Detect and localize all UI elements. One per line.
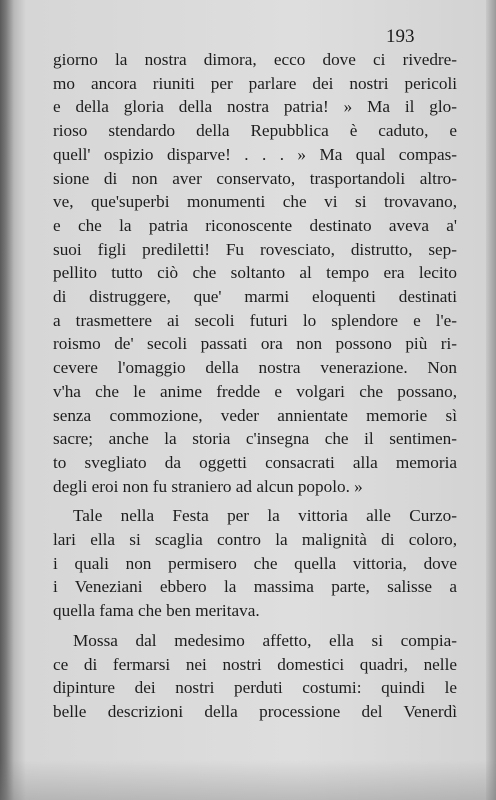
text-line: ve, que'superbi monumenti che vi si trovavano, xyxy=(53,192,457,212)
text-line: a trasmettere ai secoli futuri lo splendore e l'e- xyxy=(53,310,457,330)
text-line: to svegliato da oggetti consacrati alla memoria xyxy=(53,452,457,472)
text-line: v'ha che le anime fredde e volgari che possano, xyxy=(53,381,457,401)
text-line: ce di fermarsi nei nostri domestici quadri, nelle xyxy=(53,654,457,674)
text-line: dipinture dei nostri perduti costumi: quindi le xyxy=(53,678,457,698)
text-line: senza commozione, veder annientate memorie sì xyxy=(53,405,457,425)
text-line: sacre; anche la storia c'insegna che il sentimen- xyxy=(53,429,457,449)
text-line: pellito tutto ciò che soltanto al tempo era lecito xyxy=(53,263,457,283)
paragraph xyxy=(53,629,457,724)
text-line: Tale nella Festa per la vittoria alle Curzo- xyxy=(73,506,457,526)
text-line: i Veneziani ebbero la massima parte, salisse a xyxy=(53,577,457,597)
text-line: quella fama che ben meritava. xyxy=(53,601,260,621)
text-line: sione di non aver conservato, trasportandoli altro- xyxy=(53,168,457,188)
text-line: e che la patria riconoscente destinato aveva a' xyxy=(53,215,457,235)
page-bottom-shade xyxy=(0,760,496,800)
text-line: giorno la nostra dimora, ecco dove ci rivedre- xyxy=(53,50,457,69)
text-line: degli eroi non fu straniero ad alcun popolo. » xyxy=(53,476,363,496)
text-line: quell' ospizio disparve! . . . » Ma qual compas- xyxy=(53,144,457,164)
page-right-edge xyxy=(486,0,496,800)
text-line: cevere l'omaggio della nostra venerazione. Non xyxy=(53,358,457,378)
text-line: e della gloria della nostra patria! » Ma il glo- xyxy=(53,97,457,117)
paragraph xyxy=(53,504,457,623)
text-line: mo ancora riuniti per parlare dei nostri pericoli xyxy=(53,73,457,93)
text-line: i quali non permisero che quella vittoria, dove xyxy=(53,553,457,573)
page-number: 193 xyxy=(386,26,415,47)
text-line: rioso stendardo della Repubblica è caduto, e xyxy=(53,121,457,141)
text-line: belle descrizioni della processione del Venerdì xyxy=(53,701,457,721)
body-text xyxy=(53,48,457,724)
text-line: Mossa dal medesimo affetto, ella si compia- xyxy=(73,630,457,650)
text-line: roismo de' secoli passati ora non possono più ri- xyxy=(53,334,457,354)
text-line: di distruggere, que' marmi eloquenti destinati xyxy=(53,287,457,307)
text-line: lari ella si scaglia contro la malignità di coloro, xyxy=(53,530,457,550)
text-line: suoi figli prediletti! Fu rovesciato, distrutto, sep- xyxy=(53,239,457,259)
paragraph xyxy=(53,48,457,498)
